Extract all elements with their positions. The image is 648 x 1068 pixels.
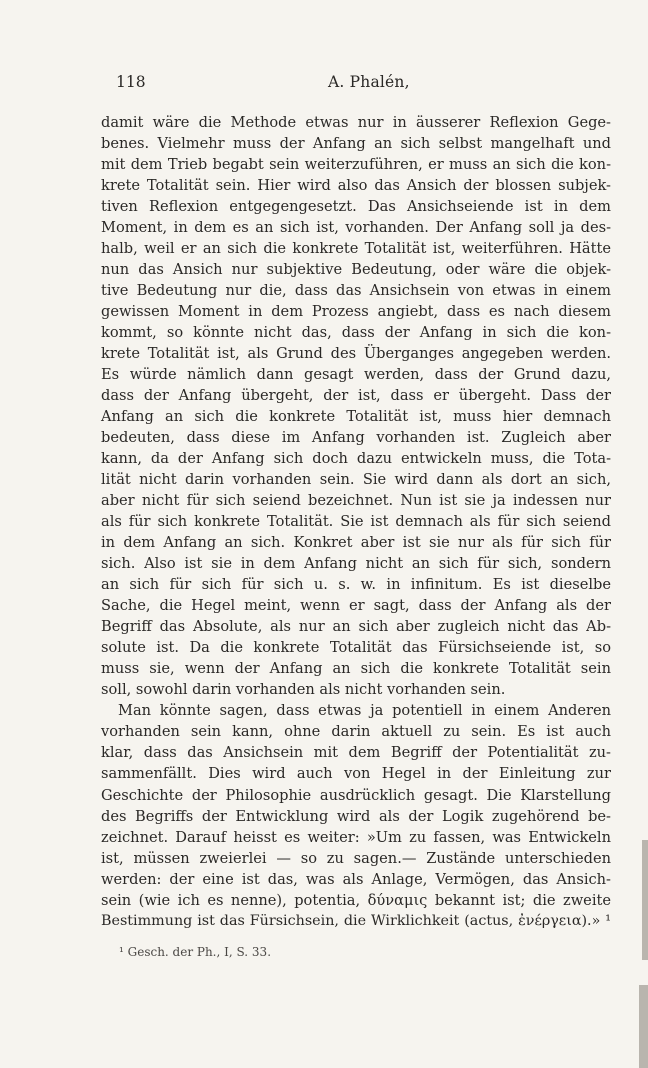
text-line: nun das Ansich nur subjektive Bedeutung, oder wäre die objek- [101,261,611,279]
text-line: krete Totalität ist, als Grund des Überganges angegeben werden. [101,345,611,363]
text-line: halb, weil er an sich die konkrete Totalität ist, weiterführen. Hätte [101,240,611,258]
text-line: Begriff das Absolute, als nur an sich aber zugleich nicht das Ab- [101,618,611,636]
text-line: mit dem Trieb begabt sein weiterzuführen, er muss an sich die kon- [101,156,611,174]
text-line: Bestimmung ist das Fürsichsein, die Wirklichkeit (actus, ἐνέργεια).» ¹ [101,912,611,929]
paragraph-start-line: Man könnte sagen, dass etwas ja potentiell in einem Anderen [118,702,611,720]
paragraph-end-line: soll, sowohl darin vorhanden als nicht vorhanden sein. [101,681,506,699]
text-line: klar, dass das Ansichsein mit dem Begriff der Potentialität zu- [101,744,611,762]
text-line: kann, da der Anfang sich doch dazu entwickeln muss, die Tota- [101,450,611,468]
text-line: Sache, die Hegel meint, wenn er sagt, dass der Anfang als der [101,597,611,615]
text-line: solute ist. Da die konkrete Totalität das Fürsichseiende ist, so [101,639,611,657]
text-line: zeichnet. Darauf heisst es weiter: »Um zu fassen, was Entwickeln [101,828,611,846]
text-line: sich. Also ist sie in dem Anfang nicht an sich für sich, sondern [101,555,611,573]
text-line: tive Bedeutung nur die, dass das Ansichsein von etwas in einem [101,282,611,300]
text-line: aber nicht für sich seiend bezeichnet. Nun ist sie ja indessen nur [101,492,611,510]
page-edge-shadow [642,840,648,960]
text-line: sammenfällt. Dies wird auch von Hegel in der Einleitung zur [101,765,611,783]
text-line: des Begriffs der Entwicklung wird als der Logik zugehörend be- [101,807,611,825]
text-line: lität nicht darin vorhanden sein. Sie wird dann als dort an sich, [101,471,611,489]
text-line: krete Totalität sein. Hier wird also das Ansich der blossen subjek- [101,177,611,195]
text-line: als für sich konkrete Totalität. Sie ist demnach als für sich seiend [101,513,611,531]
running-head: A. Phalén, [328,73,410,91]
text-line: an sich für sich für sich u. s. w. in infinitum. Es ist dieselbe [101,576,611,594]
text-line: dass der Anfang übergeht, der ist, dass er übergeht. Dass der [101,387,611,405]
text-line: damit wäre die Methode etwas nur in äusserer Reflexion Gege- [101,114,611,131]
text-line: kommt, so könnte nicht das, dass der Anfang in sich die kon- [101,324,611,342]
text-line: Moment, in dem es an sich ist, vorhanden. Der Anfang soll ja des- [101,219,611,237]
text-line: vorhanden sein kann, ohne darin aktuell zu sein. Es ist auch [101,723,611,741]
text-line: bedeuten, dass diese im Anfang vorhanden ist. Zugleich aber [101,429,611,447]
text-line: Es würde nämlich dann gesagt werden, dass der Grund dazu, [101,366,611,384]
text-line: gewissen Moment in dem Prozess angiebt, dass es nach diesem [101,303,611,321]
text-line: Geschichte der Philosophie ausdrücklich gesagt. Die Klarstellung [101,786,611,804]
body-text [101,112,611,932]
text-line: sein (wie ich es nenne), potentia, δύναμις bekannt ist; die zweite [101,891,611,909]
text-line: in dem Anfang an sich. Konkret aber ist sie nur als für sich für [101,534,611,552]
footnote: ¹ Gesch. der Ph., I, S. 33. [119,945,272,959]
text-line: benes. Vielmehr muss der Anfang an sich selbst mangelhaft und [101,135,611,153]
text-line: tiven Reflexion entgegengesetzt. Das Ansichseiende ist in dem [101,198,611,216]
text-line: werden: der eine ist das, was als Anlage, Vermögen, das Ansich- [101,870,611,888]
page-edge-shadow [639,985,648,1068]
page-number: 118 [116,73,146,91]
text-line: muss sie, wenn der Anfang an sich die konkrete Totalität sein [101,660,611,678]
text-line: Anfang an sich die konkrete Totalität ist, muss hier demnach [101,408,611,426]
text-line: ist, müssen zweierlei — so zu sagen.— Zustände unterschieden [101,849,611,867]
page-header [116,73,610,95]
